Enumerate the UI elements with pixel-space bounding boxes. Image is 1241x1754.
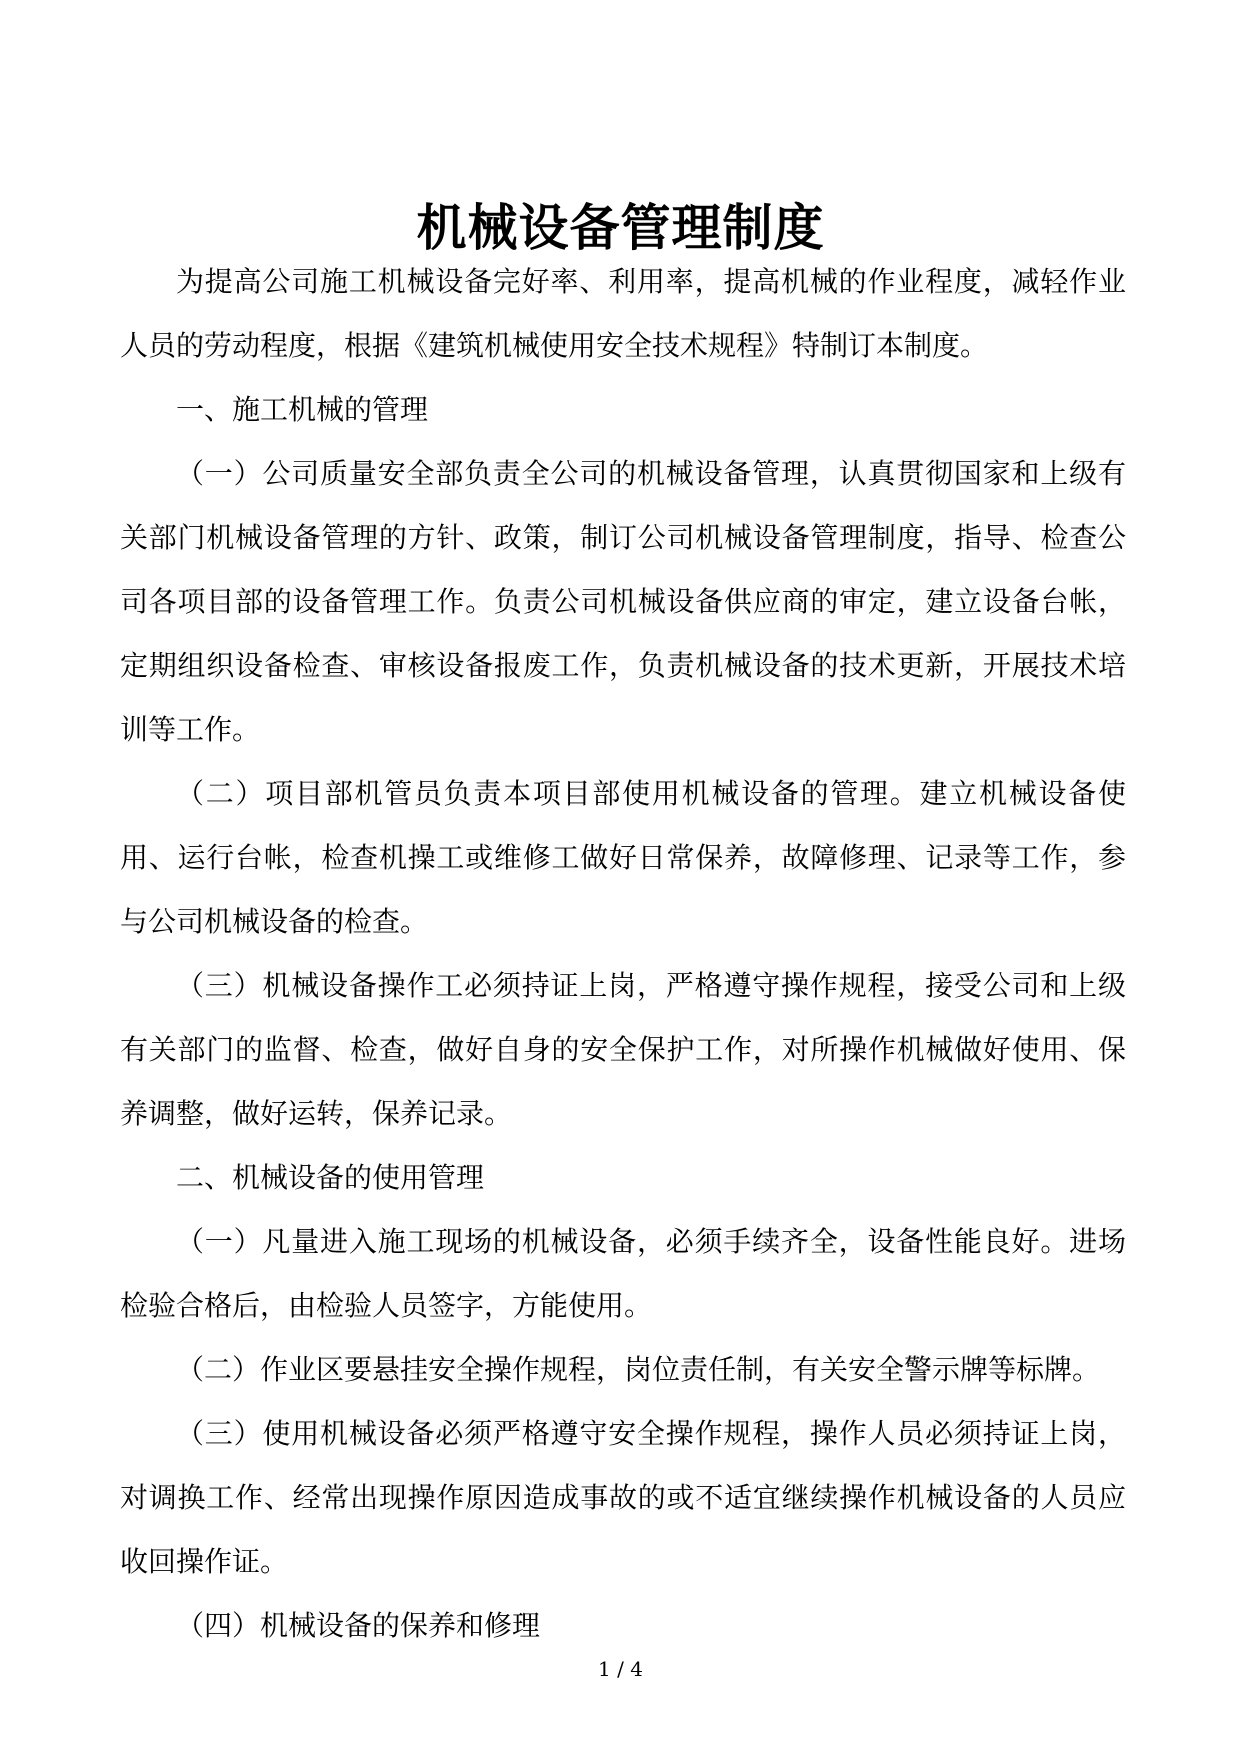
paragraph-intro: 为提高公司施工机械设备完好率、利用率，提高机械的作业程度，减轻作业人员的劳动程度，根据《建筑机械使用安全技术规程》特制订本制度。 [120,265,1126,362]
document-title: 机械设备管理制度 [416,197,825,257]
paragraph-2-1: （一）凡量进入施工现场的机械设备，必须手续齐全，设备性能良好。进场检验合格后，由检验人员签字，方能使用。 [120,1225,1126,1322]
paragraph-1-1: （一）公司质量安全部负责全公司的机械设备管理，认真贯彻国家和上级有关部门机械设备管理的方针、政策，制订公司机械设备管理制度，指导、检查公司各项目部的设备管理工作。负责公司机械设备供应商的审定，建立设备台帐，定期组织设备检查、审核设备报废工作，负责机械设备的技术更新，开展技术培训等工作。 [120,457,1126,746]
section-heading-2: 二、机械设备的使用管理 [176,1161,485,1194]
paragraph-2-3: （三）使用机械设备必须严格遵守安全操作规程，操作人员必须持证上岗，对调换工作、经常出现操作原因造成事故的或不适宜继续操作机械设备的人员应收回操作证。 [120,1417,1126,1578]
paragraph-2-4: （四）机械设备的保养和修理 [176,1609,541,1642]
section-heading-1: 一、施工机械的管理 [176,393,429,426]
document-body [120,250,1126,1658]
paragraph-1-3: （三）机械设备操作工必须持证上岗，严格遵守操作规程，接受公司和上级有关部门的监督、检查，做好自身的安全保护工作，对所操作机械做好使用、保养调整，做好运转，保养记录。 [120,969,1126,1130]
paragraph-1-2: （二）项目部机管员负责本项目部使用机械设备的管理。建立机械设备使用、运行台帐，检查机操工或维修工做好日常保养，故障修理、记录等工作，参与公司机械设备的检查。 [120,777,1126,938]
page-number: 1 / 4 [598,1657,643,1681]
paragraph-2-2: （二）作业区要悬挂安全操作规程，岗位责任制，有关安全警示牌等标牌。 [176,1353,1101,1386]
